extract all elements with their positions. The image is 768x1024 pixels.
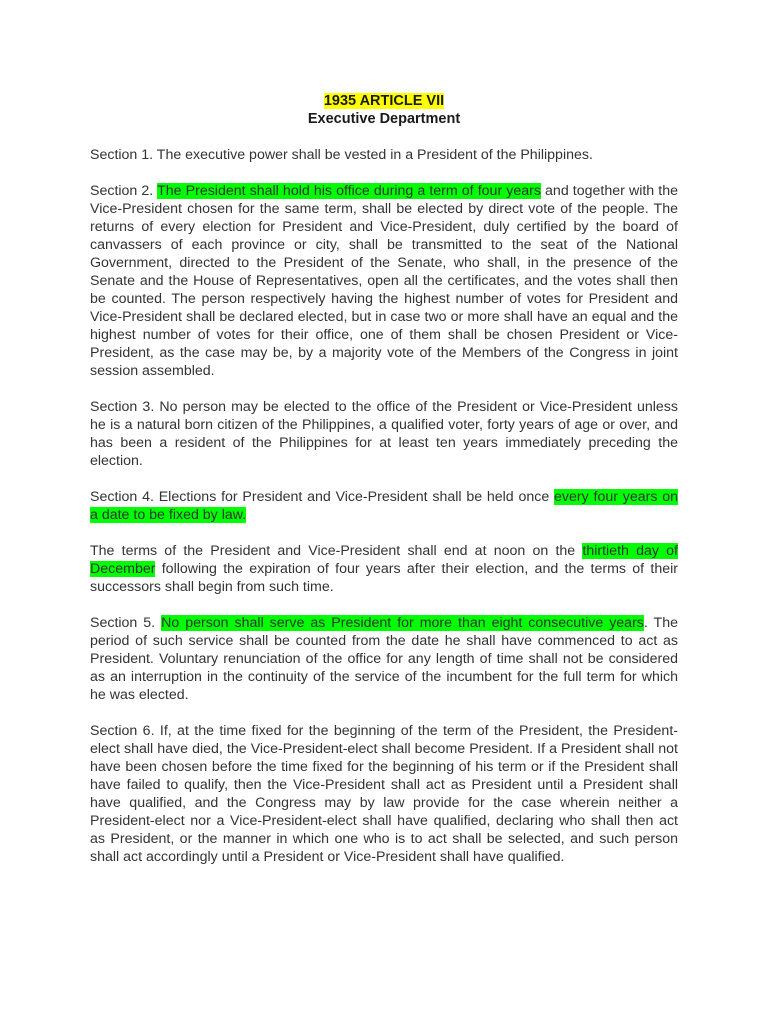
section-2-text: and together with the Vice-President chosen for the same term, shall be elected by direct vote of the people. The returns of every election for President and Vice-President, duly certified by the board of canvassers of each province or city, shall be transmitted to the seat of the National Government, directed to the President of the Senate, who shall, in the presence of the Senate and the House of Representatives, open all the certificates, and the votes shall then be counted. The person respectively having the highest number of votes for President and Vice-President shall be declared elected, but in case two or more shall have an equal and the highest number of votes for their office, one of them shall be chosen President or Vice-President, as the case may be, by a majority vote of the Members of the Congress in joint session assembled. [90, 183, 679, 379]
section-5-highlight: No person shall serve as President for more than eight consecutive years [161, 615, 644, 631]
section-2-label: Section 2. [90, 183, 158, 199]
terms-paragraph [90, 542, 678, 596]
section-4-text: Section 4. Elections for President and Vice-President shall be held once [90, 489, 555, 505]
article-title: 1935 ARTICLE VII [323, 93, 445, 109]
section-1-paragraph [90, 146, 678, 164]
section-6-text: Section 6. If, at the time fixed for the beginning of the term of the President, the President-elect shall have died, the Vice-President-elect shall become President. If a President shall not have been chosen before the time fixed for the beginning of his term or if the President shall have failed to qualify, then the Vice-President shall act as President until a President shall have qualified, and the Congress may by law provide for the case wherein neither a President-elect nor a Vice-President-elect shall have qualified, declaring who shall then act as President, or the manner in which one who is to act shall be selected, and such person shall act accordingly until a President or Vice-President shall have qualified. [90, 723, 678, 865]
terms-highlight: thirtieth day of December [90, 543, 678, 577]
document-header [90, 92, 678, 128]
section-4-paragraph [90, 488, 678, 524]
section-5-label: Section 5. [90, 615, 162, 631]
section-5-text: . The period of such service shall be counted from the date he shall have commenced to act as President. Voluntary renunciation of the office for any length of time shall not be considered as an interruption in the continuity of the service of the incumbent for the full term for which he was elected. [90, 615, 679, 703]
section-2-paragraph [90, 182, 678, 380]
section-6-paragraph [90, 722, 678, 866]
terms-text: The terms of the President and Vice-President shall end at noon on the [90, 543, 583, 559]
section-3-text: Section 3. No person may be elected to the office of the President or Vice-President unless he is a natural born citizen of the Philippines, a qualified voter, forty years of age or over, and has been a resident of the Philippines for at least ten years immediately preceding the election. [90, 399, 678, 469]
document-page [90, 92, 678, 866]
section-3-paragraph [90, 398, 678, 470]
article-subtitle: Executive Department [307, 111, 461, 127]
terms-rest: following the expiration of four years after their election, and the terms of their successors shall begin from such time. [90, 561, 678, 595]
article-title-line [90, 92, 678, 110]
section-2-highlight: The President shall hold his office during a term of four years [157, 183, 541, 199]
section-4-highlight: every four years on a date to be fixed by law. [90, 489, 678, 523]
section-5-paragraph [90, 614, 678, 704]
section-1-text: Section 1. The executive power shall be vested in a President of the Philippines. [90, 147, 593, 163]
